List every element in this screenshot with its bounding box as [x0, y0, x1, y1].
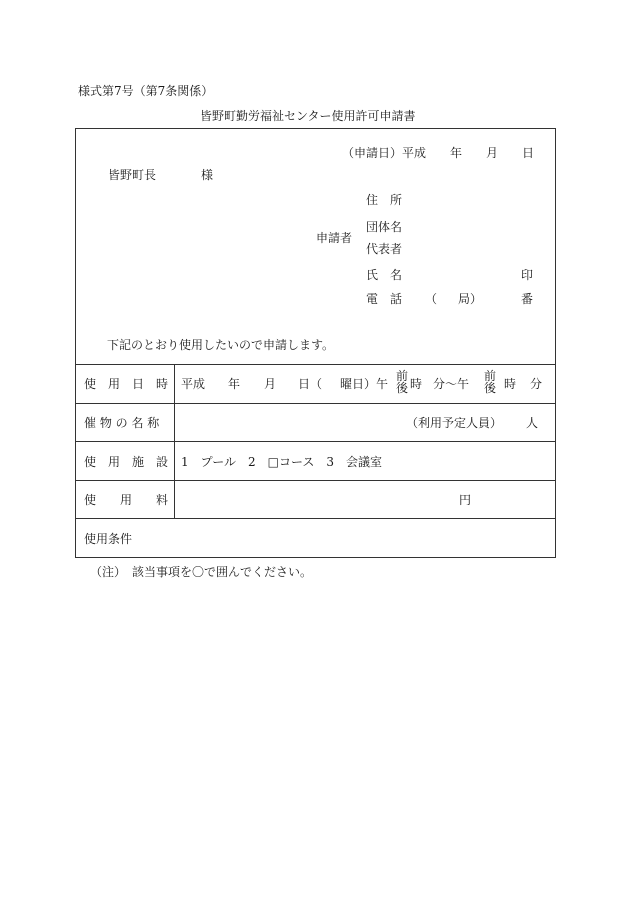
phone-label: 電 話	[366, 292, 403, 306]
row-divider	[75, 480, 556, 481]
end-minute-label: 分	[530, 377, 543, 391]
rep-label: 代表者	[366, 242, 403, 256]
month-label: 月	[264, 377, 277, 391]
start-hour-label: 時	[410, 377, 423, 391]
facility-options: 1 プール 2 □コース 3 会議室	[181, 455, 383, 469]
ampm-end	[484, 370, 496, 394]
event-name-label: 催 物 の 名 称	[84, 416, 160, 430]
ampm-start	[396, 370, 408, 394]
person-unit: 人	[526, 416, 539, 430]
weekday-label: 曜日）午	[340, 377, 389, 391]
yen-unit: 円	[459, 493, 472, 507]
seal-mark: 印	[521, 268, 534, 282]
phone-station: 局）	[458, 292, 483, 306]
row-divider	[75, 441, 556, 442]
planned-attendees-label: （利用予定人員）	[406, 416, 503, 430]
addressee: 皆野町長	[108, 168, 157, 182]
usage-conditions-label: 使用条件	[84, 532, 133, 546]
phone-number-unit: 番	[521, 292, 534, 306]
row-divider	[75, 518, 556, 519]
footnote: （注） 該当事項を〇で囲んでください。	[90, 565, 313, 579]
row-divider	[75, 364, 556, 365]
document-title: 皆野町勤労福祉センター使用許可申請書	[200, 109, 416, 123]
phone-paren: （	[425, 292, 438, 306]
address-label: 住 所	[366, 193, 403, 207]
year-label: 年	[228, 377, 241, 391]
minute-to-label: 分〜午	[433, 377, 470, 391]
form-number: 様式第7号（第7条関係）	[78, 84, 214, 98]
column-divider	[174, 364, 175, 518]
usage-fee-label: 使 用 料	[84, 493, 169, 507]
day-label: 日（	[298, 377, 323, 391]
ampm-end-bottom: 後	[484, 381, 497, 395]
end-hour-label: 時	[504, 377, 517, 391]
applicant-label: 申請者	[316, 231, 353, 245]
name-label: 氏 名	[366, 268, 403, 282]
usage-date-label: 使 用 日 時	[84, 377, 169, 391]
application-date: （申請日）平成 年 月 日	[342, 146, 535, 160]
era-label: 平成	[181, 377, 206, 391]
ampm-start-top: 前	[396, 369, 409, 383]
application-statement: 下記のとおり使用したいので申請します。	[107, 338, 335, 352]
honorific: 様	[201, 168, 214, 182]
ampm-start-bottom: 後	[396, 381, 409, 395]
row-divider	[75, 403, 556, 404]
ampm-end-top: 前	[484, 369, 497, 383]
facility-label: 使 用 施 設	[84, 455, 169, 469]
org-label: 団体名	[366, 220, 403, 234]
